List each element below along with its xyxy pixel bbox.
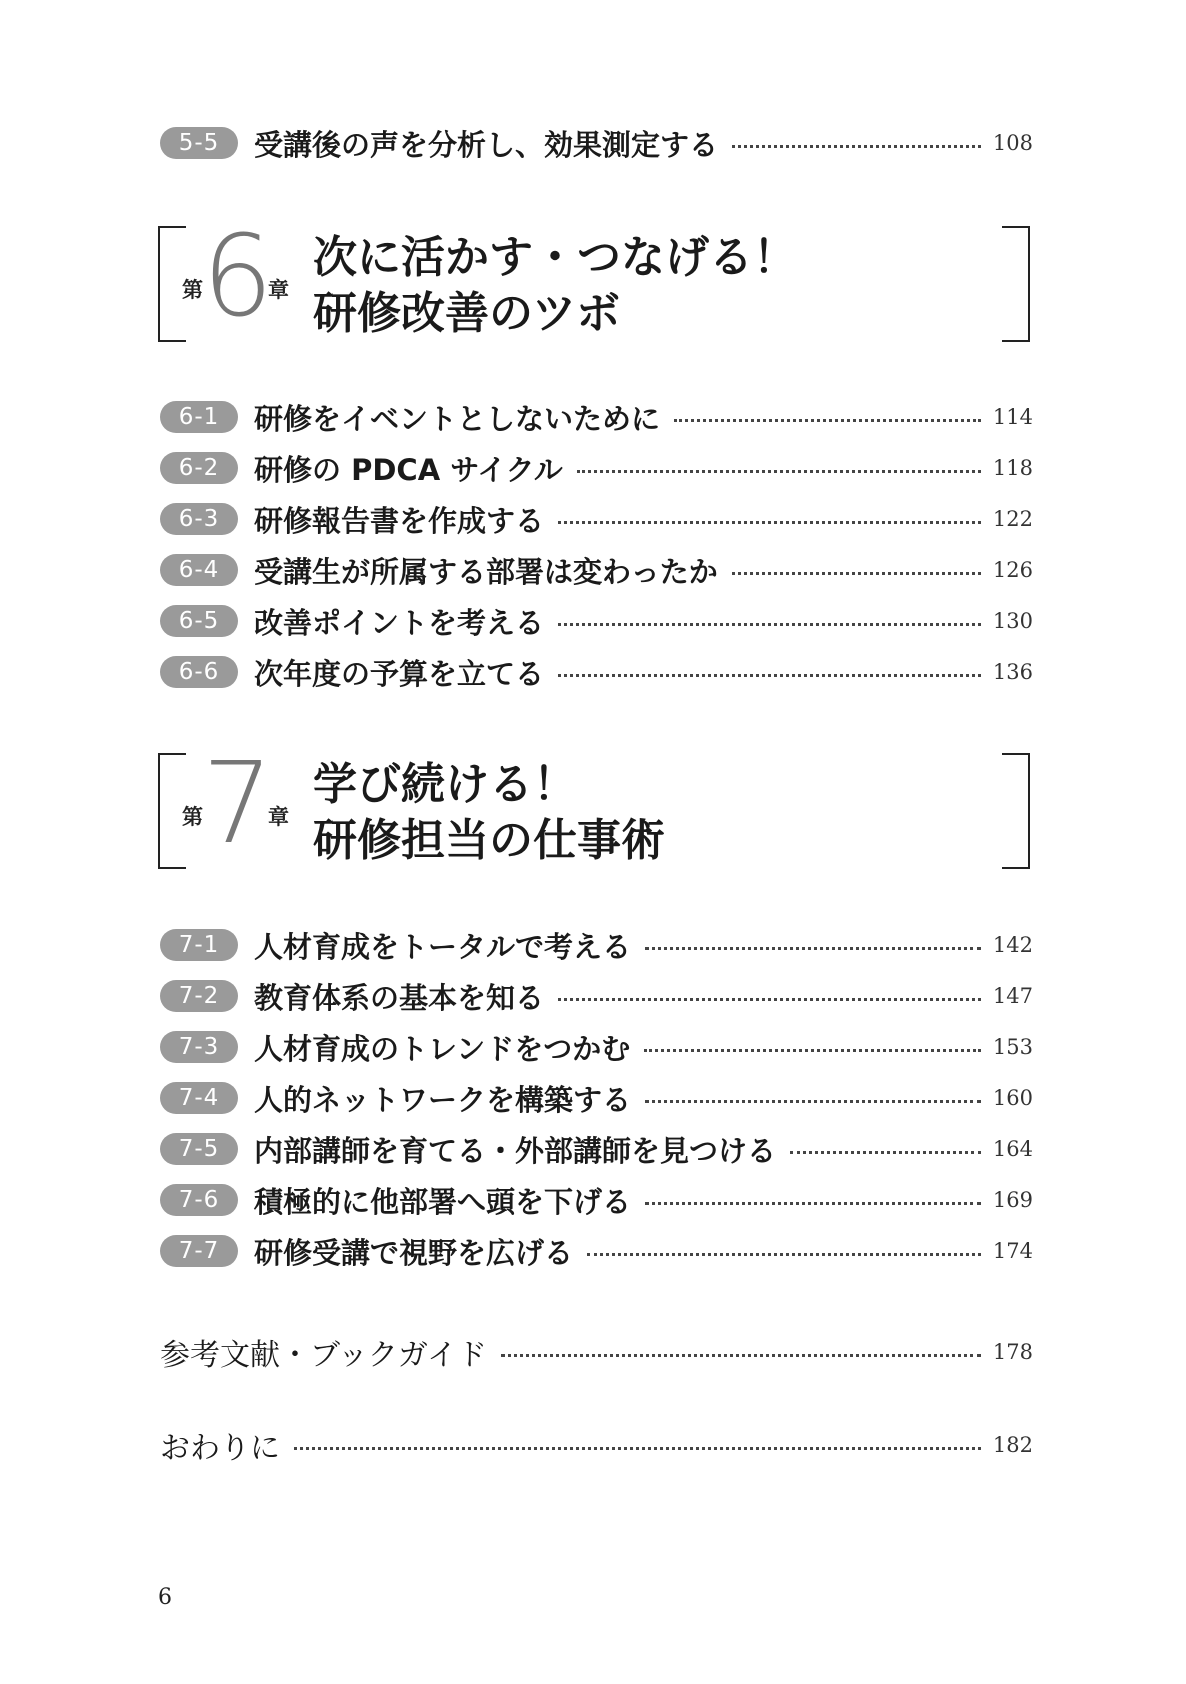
dot-leader bbox=[645, 1100, 981, 1103]
section-title: 受講生が所属する部署は変わったか bbox=[254, 554, 718, 589]
chapter-prefix: 第 bbox=[182, 278, 203, 302]
page-number: 182 bbox=[992, 1433, 1033, 1457]
toc-entry[interactable] bbox=[160, 1132, 1033, 1166]
chapter-suffix: 章 bbox=[268, 278, 289, 302]
dot-leader bbox=[577, 470, 981, 473]
section-title: 研修をイベントとしないために bbox=[254, 401, 661, 436]
page-number: 136 bbox=[992, 660, 1033, 684]
section-title: 研修報告書を作成する bbox=[254, 503, 545, 538]
section-number-badge: 6-1 bbox=[160, 401, 238, 433]
page-number: 160 bbox=[992, 1086, 1033, 1110]
toc-entry-references[interactable] bbox=[160, 1335, 1033, 1373]
section-title: 改善ポイントを考える bbox=[254, 605, 545, 640]
page-number: 130 bbox=[992, 609, 1033, 633]
dot-leader bbox=[674, 419, 981, 422]
page-number: 164 bbox=[992, 1137, 1033, 1161]
section-number-badge: 6-3 bbox=[160, 503, 238, 535]
dot-leader bbox=[644, 1049, 981, 1052]
section-title: 人材育成のトレンドをつかむ bbox=[254, 1031, 631, 1066]
section-title: おわりに bbox=[160, 1431, 280, 1466]
page-number: 178 bbox=[992, 1340, 1033, 1364]
dot-leader bbox=[645, 1202, 981, 1205]
dot-leader bbox=[558, 674, 981, 677]
chapter-title-line1: 学び続ける！ bbox=[313, 759, 577, 810]
section-title: 研修の PDCA サイクル bbox=[254, 452, 563, 487]
chapter-6-header bbox=[158, 212, 1030, 344]
dot-leader bbox=[501, 1354, 981, 1357]
section-number-badge: 7-2 bbox=[160, 980, 238, 1012]
dot-leader bbox=[294, 1447, 981, 1450]
chapter-title-line2: 研修改善のツボ bbox=[313, 288, 621, 339]
section-title: 研修受講で視野を広げる bbox=[254, 1235, 574, 1270]
right-bracket bbox=[1002, 753, 1030, 869]
toc-entry[interactable] bbox=[160, 502, 1033, 536]
section-number-badge: 7-7 bbox=[160, 1235, 238, 1267]
toc-entry[interactable] bbox=[160, 1183, 1033, 1217]
section-title: 内部講師を育てる・外部講師を見つける bbox=[254, 1133, 777, 1168]
section-title: 人的ネットワークを構築する bbox=[254, 1082, 632, 1117]
dot-leader bbox=[558, 623, 981, 626]
section-number-badge: 5-5 bbox=[160, 127, 238, 159]
chapter-title-line1: 次に活かす・つなげる！ bbox=[313, 232, 797, 283]
page-number: 142 bbox=[992, 933, 1033, 957]
page-number: 147 bbox=[992, 984, 1033, 1008]
toc-entry[interactable] bbox=[160, 979, 1033, 1013]
section-number-badge: 6-2 bbox=[160, 452, 238, 484]
section-title: 受講後の声を分析し、効果測定する bbox=[254, 127, 719, 162]
chapter-suffix: 章 bbox=[268, 805, 289, 829]
right-bracket bbox=[1002, 226, 1030, 342]
dot-leader bbox=[558, 521, 981, 524]
dot-leader bbox=[732, 572, 981, 575]
section-number-badge: 6-5 bbox=[160, 605, 238, 637]
section-number-badge: 7-6 bbox=[160, 1184, 238, 1216]
chapter-7-header bbox=[158, 739, 1030, 871]
toc-entry-afterword[interactable] bbox=[160, 1428, 1033, 1466]
section-number-badge: 7-1 bbox=[160, 929, 238, 961]
dot-leader bbox=[790, 1151, 981, 1154]
section-title: 人材育成をトータルで考える bbox=[254, 929, 632, 964]
dot-leader bbox=[645, 947, 981, 950]
section-title: 教育体系の基本を知る bbox=[254, 980, 545, 1015]
toc-entry[interactable] bbox=[160, 553, 1033, 587]
toc-entry[interactable] bbox=[160, 655, 1033, 689]
section-number-badge: 7-4 bbox=[160, 1082, 238, 1114]
chapter-title-line2: 研修担当の仕事術 bbox=[313, 815, 665, 866]
toc-entry[interactable] bbox=[160, 126, 1033, 160]
dot-leader bbox=[732, 145, 981, 148]
page-number: 108 bbox=[992, 131, 1033, 155]
dot-leader bbox=[587, 1253, 981, 1256]
section-number-badge: 6-4 bbox=[160, 554, 238, 586]
dot-leader bbox=[558, 998, 981, 1001]
page-number: 114 bbox=[992, 405, 1033, 429]
toc-entry[interactable] bbox=[160, 928, 1033, 962]
toc-entry[interactable] bbox=[160, 451, 1033, 485]
chapter-prefix: 第 bbox=[182, 805, 203, 829]
page-number: 126 bbox=[992, 558, 1033, 582]
toc-entry[interactable] bbox=[160, 1234, 1033, 1268]
page-number: 174 bbox=[992, 1239, 1033, 1263]
page-number: 122 bbox=[992, 507, 1033, 531]
folio-page-number: 6 bbox=[158, 1585, 172, 1610]
section-number-badge: 7-5 bbox=[160, 1133, 238, 1165]
toc-entry[interactable] bbox=[160, 400, 1033, 434]
section-number-badge: 6-6 bbox=[160, 656, 238, 688]
page-number: 153 bbox=[992, 1035, 1033, 1059]
toc-entry[interactable] bbox=[160, 1081, 1033, 1115]
chapter-number: 7 bbox=[202, 739, 274, 869]
section-title: 積極的に他部署へ頭を下げる bbox=[254, 1184, 632, 1219]
page-number: 118 bbox=[992, 456, 1033, 480]
section-title: 参考文献・ブックガイド bbox=[160, 1338, 487, 1373]
toc-entry[interactable] bbox=[160, 1030, 1033, 1064]
section-number-badge: 7-3 bbox=[160, 1031, 238, 1063]
toc-entry[interactable] bbox=[160, 604, 1033, 638]
page-number: 169 bbox=[992, 1188, 1033, 1212]
section-title: 次年度の予算を立てる bbox=[254, 656, 545, 691]
chapter-number: 6 bbox=[202, 212, 274, 342]
